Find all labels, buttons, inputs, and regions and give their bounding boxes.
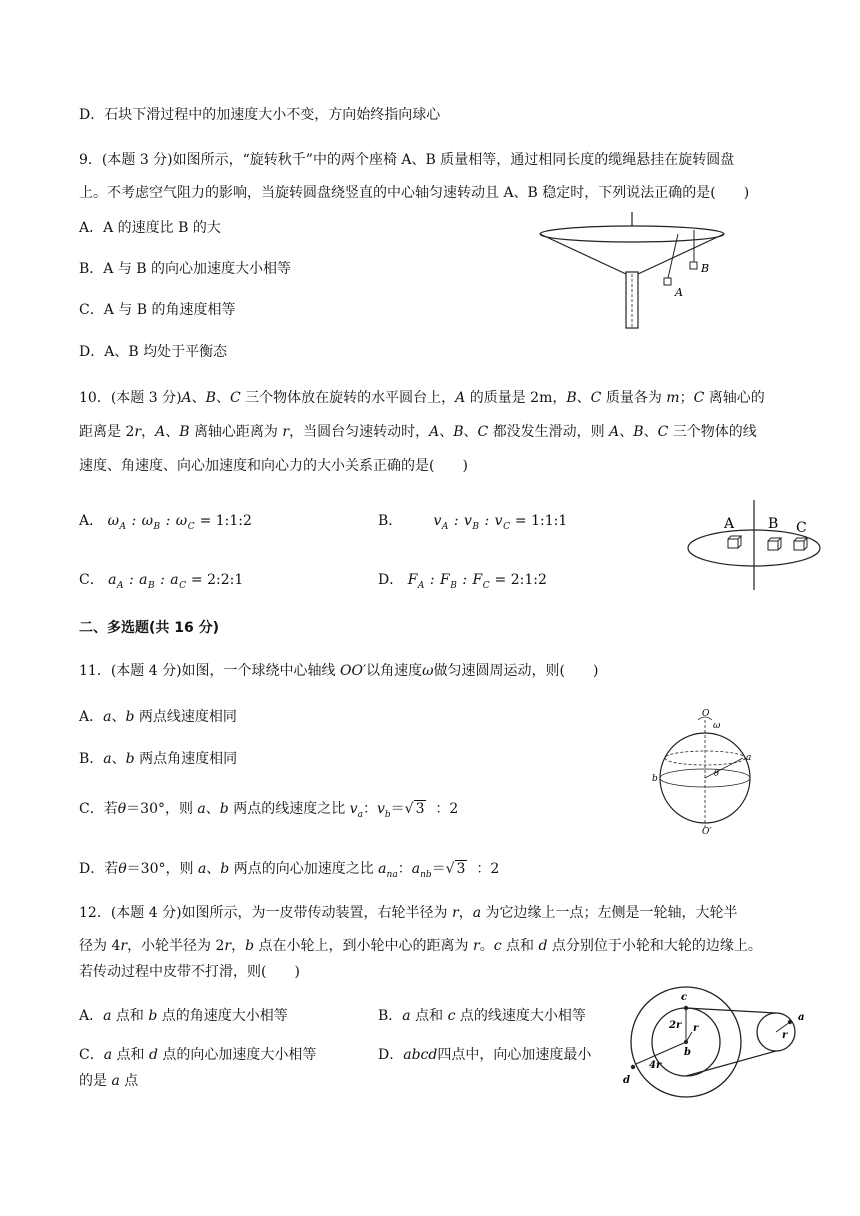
q10-stem-line1: 10．(本题 3 分)A、B、C 三个物体放在旋转的水平圆台上，A 的质量是 2m，B、C 质量各为 m；C 离轴心的 xyxy=(79,390,765,406)
q12-option-d: D．abcd四点中，向心加速度最小 xyxy=(378,1047,592,1063)
q12-fig-label-4r: 4r xyxy=(649,1060,662,1071)
q12-fig-label-r-small: r xyxy=(693,1023,699,1034)
q12-option-b: B．a 点和 c 点的线速度大小相等 xyxy=(378,1008,586,1024)
q9-option-a: A．A 的速度比 B 的大 xyxy=(79,220,221,236)
q12-fig-label-b: b xyxy=(684,1047,691,1058)
q9-option-b: B．A 与 B 的向心加速度大小相等 xyxy=(79,261,292,277)
q11-fig-label-omega: ω xyxy=(713,721,721,731)
q10-option-b: B． $v_A$ : $v_B$ : $v_C$ = 1:1:1 xyxy=(378,513,568,532)
q12-stem-line3: 若传动过程中皮带不打滑，则( ) xyxy=(79,964,300,980)
q12-fig-label-2r: 2r xyxy=(669,1020,682,1031)
q11-fig-label-o-prime: O′ xyxy=(702,827,712,836)
q11-fig-label-a: a xyxy=(746,753,752,763)
q11-fig-label-o: O xyxy=(702,709,710,719)
q12-option-c-line2: 的是 a 点 xyxy=(79,1073,139,1089)
section-title-multiple-choice: 二、多选题(共 16 分) xyxy=(79,620,220,636)
q11-option-c: C．若θ＝30°，则 a、b 两点的线速度之比 $v_a$：$v_b=√$ 3 ：2 xyxy=(79,801,459,820)
q9-fig-label-b: B xyxy=(701,262,710,275)
q10-fig-label-a: A xyxy=(724,516,735,532)
q11-fig-label-b: b xyxy=(652,774,658,784)
q11-option-d: D．若θ＝30°，则 a、b 两点的向心加速度之比 $a_{na}$：$a_{nb}=√$ 3 ：2 xyxy=(79,861,500,880)
q9-swing-figure xyxy=(528,208,728,338)
q11-option-b: B．a、b 两点角速度相同 xyxy=(79,751,238,767)
q10-stem-line2: 距离是 2r，A、B 离轴心距离为 r，当圆台匀速转动时，A、B、C 都没发生滑动，则 A、B、C 三个物体的线 xyxy=(79,424,757,440)
q12-stem-line1: 12．(本题 4 分)如图所示，为一皮带传动装置，右轮半径为 r，a 为它边缘上一点；左侧是一轮轴，大轮半 xyxy=(79,905,738,921)
q9-option-d: D．A、B 均处于平衡态 xyxy=(79,344,228,360)
q9-fig-label-a: A xyxy=(675,286,683,299)
q12-option-c: C．a 点和 d 点的向心加速度大小相等 xyxy=(79,1047,317,1063)
q9-stem-line1: 9．(本题 3 分)如图所示，“旋转秋千”中的两个座椅 A、B 质量相等，通过相同长度的缆绳悬挂在旋转圆盘 xyxy=(79,152,735,168)
q10-turntable-figure xyxy=(684,498,824,593)
q12-fig-label-a: a xyxy=(798,1012,805,1023)
q9-option-c: C．A 与 B 的角速度相等 xyxy=(79,302,236,318)
q12-option-a: A．a 点和 b 点的角速度大小相等 xyxy=(79,1008,288,1024)
q12-fig-label-d: d xyxy=(623,1075,630,1086)
q12-stem-line2: 径为 4r，小轮半径为 2r，b 点在小轮上，到小轮中心的距离为 r。c 点和 d 点分别位于小轮和大轮的边缘上。 xyxy=(79,938,762,954)
q11-option-a: A．a、b 两点线速度相同 xyxy=(79,709,237,725)
q12-fig-label-r-right: r xyxy=(782,1030,788,1041)
q11-stem: 11．(本题 4 分)如图，一个球绕中心轴线 OO′以角速度ω做匀速圆周运动，则( ) xyxy=(79,663,599,679)
q12-belt-drive-figure xyxy=(616,984,816,1104)
q10-option-a: A． $\omega_A$ : $\omega_B$ : $\omega_C$ = 1:1:2 xyxy=(79,513,252,532)
q10-stem-line3: 速度、角速度、向心加速度和向心力的大小关系正确的是( ) xyxy=(79,458,468,474)
q11-sphere-figure xyxy=(650,706,770,836)
q10-option-d: D． $F_A$ : $F_B$ : $F_C$ = 2:1:2 xyxy=(378,572,547,591)
q8-option-d: D．石块下滑过程中的加速度大小不变，方向始终指向球心 xyxy=(79,107,441,123)
q10-option-c: C． $a_A$ : $a_B$ : $a_C$ = 2:2:1 xyxy=(79,572,244,591)
q10-fig-label-b: B xyxy=(768,516,779,532)
q10-fig-label-c: C xyxy=(796,520,807,536)
q11-fig-label-theta: θ xyxy=(714,769,719,778)
q12-fig-label-c: c xyxy=(681,992,688,1003)
q9-stem-line2: 上。不考虑空气阻力的影响，当旋转圆盘绕竖直的中心轴匀速转动且 A、B 稳定时，下列说法正确的是( ) xyxy=(79,185,750,201)
